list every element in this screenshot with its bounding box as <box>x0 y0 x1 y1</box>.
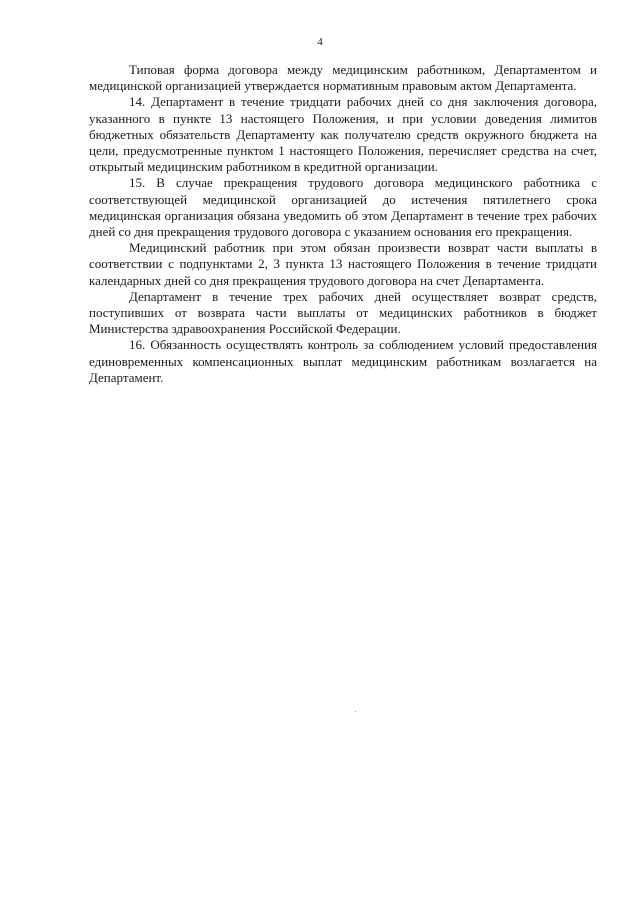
paragraph-refund-transfer: Департамент в течение трех рабочих дней осуществляет возврат средств, поступивших от возврата части выплаты от медицинских работников в бюджет Министерства здравоохранения Российской Федерации. <box>89 288 597 337</box>
paragraph-14: 14. Департамент в течение тридцати рабочих дней со дня заключения договора, указанного в пункте 13 настоящего Положения, и при условии доведения лимитов бюджетных обязательств Департаменту как получателю средств окружного бюджета на цели, предусмотренные пунктом 1 настоящего Положения, перечисляет средства на счет, открытый медицинским работником в кредитной организации. <box>89 94 597 175</box>
page-number: 4 <box>317 36 323 48</box>
paragraph-refund-obligation: Медицинский работник при этом обязан произвести возврат части выплаты в соответствии с подпунктами 2, 3 пункта 13 настоящего Положения в течение тридцати календарных дней со дня прекращения трудового договора на счет Департамента. <box>89 240 597 288</box>
paragraph-16: 16. Обязанность осуществлять контроль за соблюдением условий предоставления единовременных компенсационных выплат медицинским работникам возлагается на Департамент. <box>89 337 597 385</box>
paragraph-15: 15. В случае прекращения трудового договора медицинского работника с соответствующей медицинской организацией до истечения пятилетнего срока медицинская организация обязана уведомить об этом Департамент в течение трех рабочих дней со дня прекращения трудового договора с указанием основания его прекращения. <box>89 175 597 240</box>
paragraph-contract-form: Типовая форма договора между медицинским работником, Департаментом и медицинской организацией утверждается нормативным правовым актом Департамента. <box>89 62 597 94</box>
document-body <box>89 62 597 386</box>
scan-speck <box>355 711 356 712</box>
